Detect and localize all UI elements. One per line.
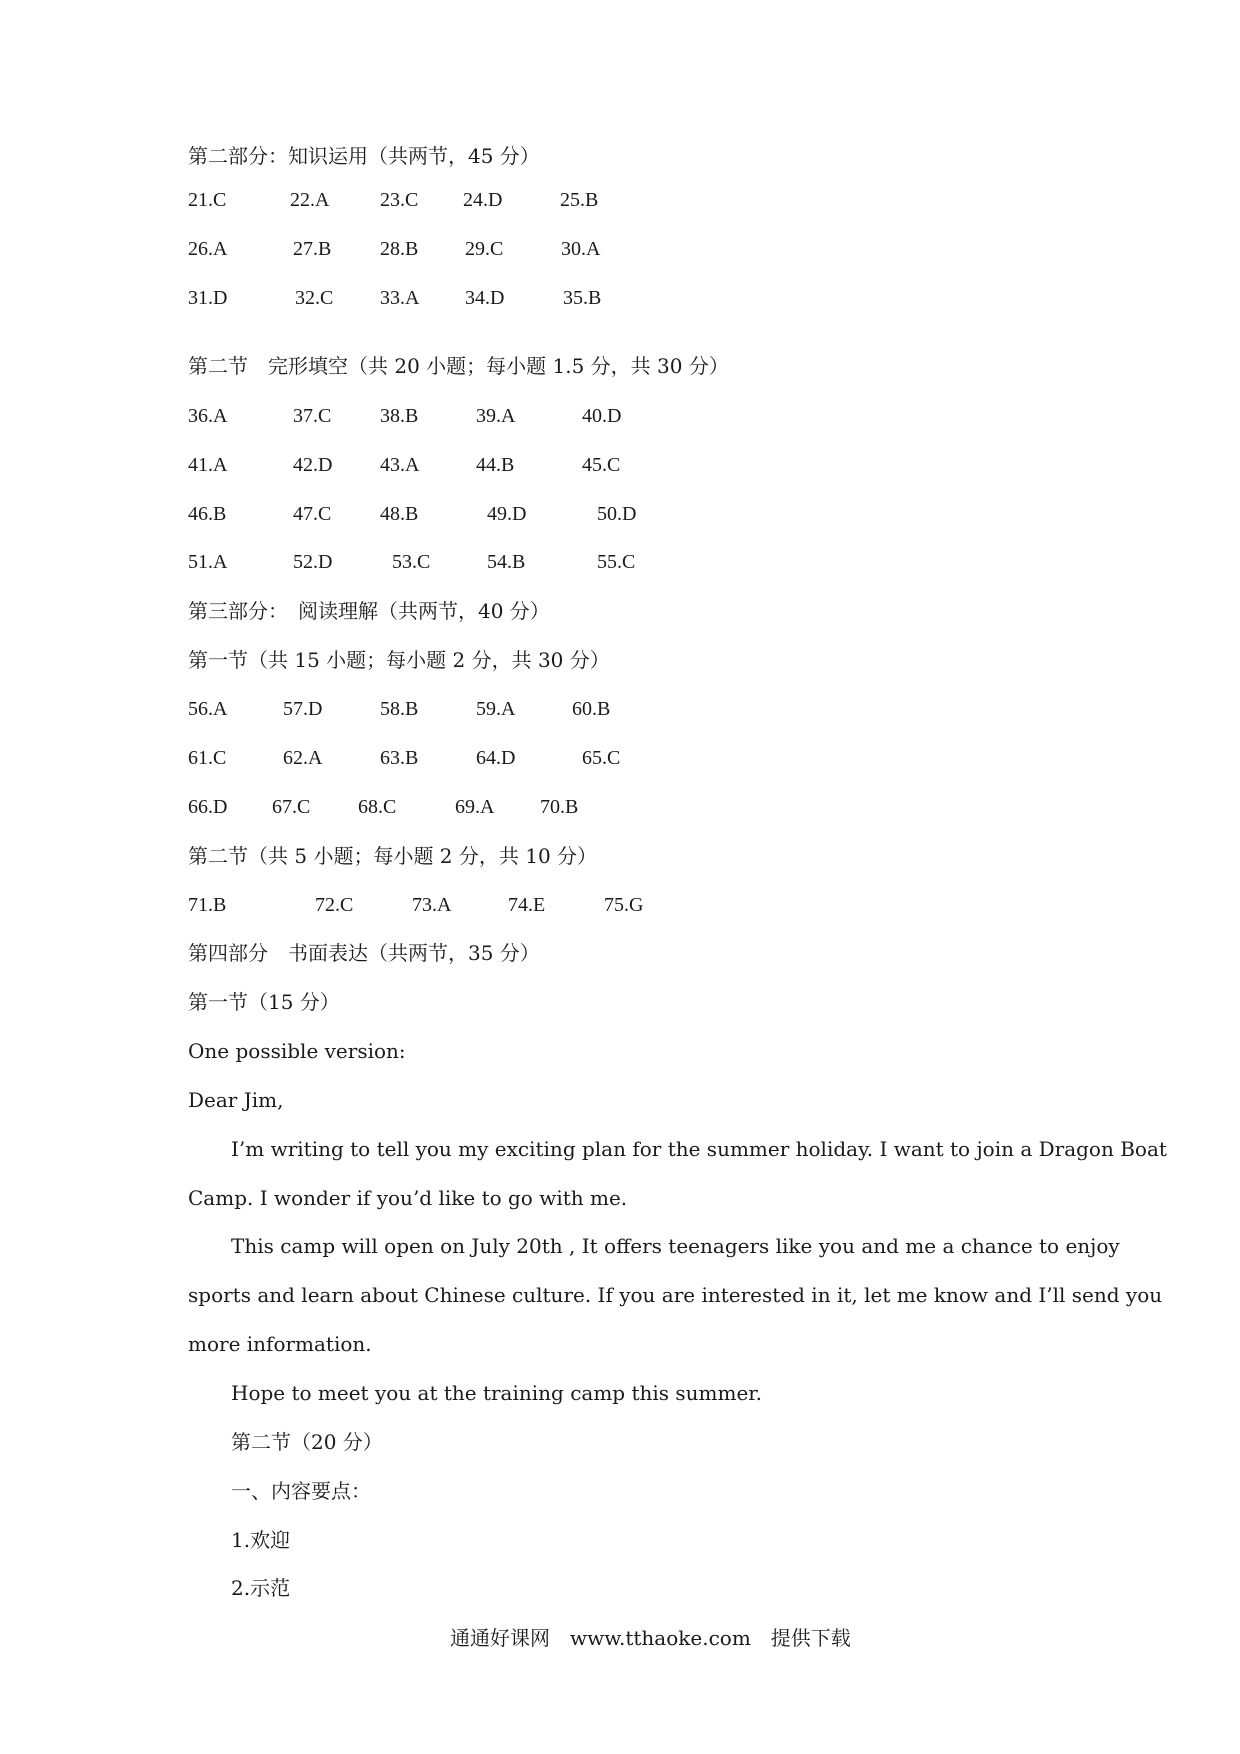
answer-item: 31.D xyxy=(188,287,228,309)
answer-item: 61.C xyxy=(188,747,227,769)
answer-item: 32.C xyxy=(295,287,334,309)
part3-heading: 第三部分： 阅读理解（共两节，40 分） xyxy=(188,599,550,623)
answer-item: 45.C xyxy=(582,454,621,476)
answer-item: 36.A xyxy=(188,405,228,427)
page-footer: 通通好课网 www.tthaoke.com 提供下载 xyxy=(450,1626,851,1650)
answer-item: 53.C xyxy=(392,551,431,573)
answer-item: 54.B xyxy=(487,551,526,573)
part2-section2-heading: 第二节 完形填空（共 20 小题；每小题 1.5 分，共 30 分） xyxy=(188,354,729,378)
answer-item: 63.B xyxy=(380,747,419,769)
answer-item: 44.B xyxy=(476,454,515,476)
answer-item: 70.B xyxy=(540,796,579,818)
answer-item: 59.A xyxy=(476,698,516,720)
letter-paragraph-line: Camp. I wonder if you’d like to go with me. xyxy=(188,1186,628,1210)
answer-item: 65.C xyxy=(582,747,621,769)
answer-item: 74.E xyxy=(508,894,546,916)
content-points-heading: 一、内容要点： xyxy=(231,1479,371,1503)
answer-item: 62.A xyxy=(283,747,323,769)
answer-item: 55.C xyxy=(597,551,636,573)
answer-item: 22.A xyxy=(290,189,330,211)
answer-item: 29.C xyxy=(465,238,504,260)
answer-item: 47.C xyxy=(293,503,332,525)
answer-item: 39.A xyxy=(476,405,516,427)
answer-item: 64.D xyxy=(476,747,516,769)
answer-item: 52.D xyxy=(293,551,333,573)
answer-item: 38.B xyxy=(380,405,419,427)
letter-salutation: Dear Jim, xyxy=(188,1088,284,1112)
letter-paragraph-line: This camp will open on July 20th , It offers teenagers like you and me a chance to enjoy xyxy=(231,1234,1120,1258)
content-point: 2.示范 xyxy=(231,1576,291,1600)
answer-item: 24.D xyxy=(463,189,503,211)
part4-section2-heading: 第二节（20 分） xyxy=(231,1430,383,1454)
letter-paragraph-line: more information. xyxy=(188,1332,372,1356)
answer-item: 41.A xyxy=(188,454,228,476)
answer-item: 26.A xyxy=(188,238,228,260)
answer-item: 60.B xyxy=(572,698,611,720)
part3-section2-heading: 第二节（共 5 小题；每小题 2 分，共 10 分） xyxy=(188,844,598,868)
answer-item: 72.C xyxy=(315,894,354,916)
answer-item: 43.A xyxy=(380,454,420,476)
answer-item: 68.C xyxy=(358,796,397,818)
part4-section1-heading: 第一节（15 分） xyxy=(188,990,340,1014)
answer-item: 42.D xyxy=(293,454,333,476)
answer-item: 34.D xyxy=(465,287,505,309)
letter-paragraph-line: I’m writing to tell you my exciting plan for the summer holiday. I want to join a Dragon Boat xyxy=(231,1137,1167,1161)
answer-item: 46.B xyxy=(188,503,227,525)
version-label: One possible version: xyxy=(188,1039,406,1063)
answer-item: 28.B xyxy=(380,238,419,260)
part4-heading: 第四部分 书面表达（共两节，35 分） xyxy=(188,941,540,965)
answer-item: 51.A xyxy=(188,551,228,573)
answer-item: 35.B xyxy=(563,287,602,309)
answer-item: 33.A xyxy=(380,287,420,309)
answer-item: 73.A xyxy=(412,894,452,916)
answer-item: 25.B xyxy=(560,189,599,211)
answer-item: 21.C xyxy=(188,189,227,211)
answer-item: 69.A xyxy=(455,796,495,818)
letter-paragraph-line: sports and learn about Chinese culture. If you are interested in it, let me know and I’ll send you xyxy=(188,1283,1163,1307)
answer-item: 58.B xyxy=(380,698,419,720)
answer-item: 27.B xyxy=(293,238,332,260)
answer-item: 57.D xyxy=(283,698,323,720)
content-point: 1.欢迎 xyxy=(231,1528,291,1552)
part2-heading: 第二部分：知识运用（共两节，45 分） xyxy=(188,144,540,168)
letter-closing-line: Hope to meet you at the training camp this summer. xyxy=(231,1381,763,1405)
answer-item: 66.D xyxy=(188,796,228,818)
answer-item: 49.D xyxy=(487,503,527,525)
answer-item: 67.C xyxy=(272,796,311,818)
answer-item: 37.C xyxy=(293,405,332,427)
answer-item: 23.C xyxy=(380,189,419,211)
answer-item: 48.B xyxy=(380,503,419,525)
answer-item: 56.A xyxy=(188,698,228,720)
answer-item: 75.G xyxy=(604,894,644,916)
answer-item: 71.B xyxy=(188,894,227,916)
answer-item: 30.A xyxy=(561,238,601,260)
answer-item: 50.D xyxy=(597,503,637,525)
answer-item: 40.D xyxy=(582,405,622,427)
part3-section1-heading: 第一节（共 15 小题；每小题 2 分，共 30 分） xyxy=(188,648,610,672)
